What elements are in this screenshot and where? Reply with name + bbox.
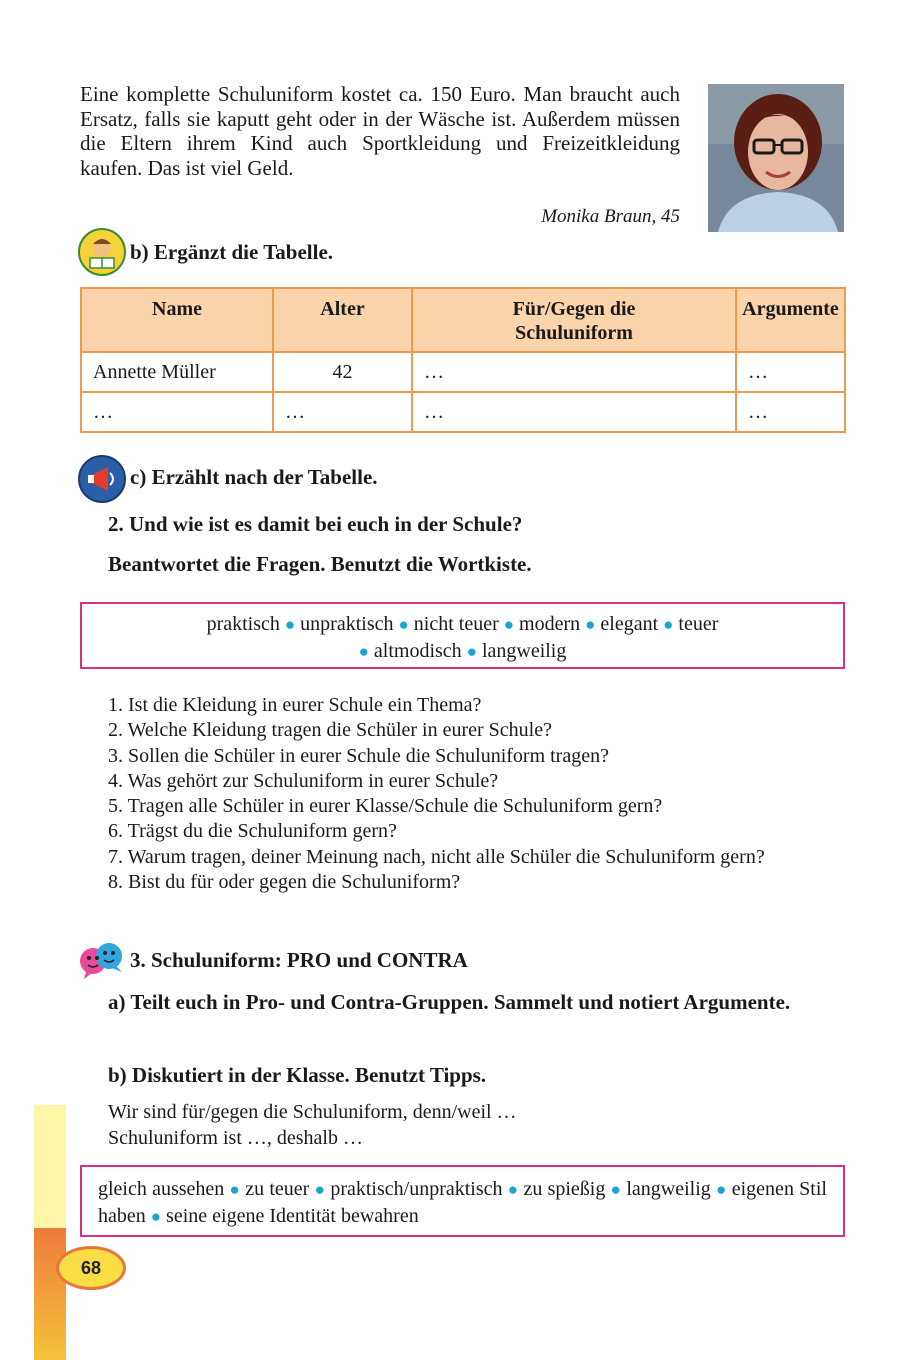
bullet-icon: ●: [150, 1207, 162, 1226]
question-item: 4. Was gehört zur Schuluniform in eurer Schule?: [108, 769, 499, 792]
word-box: [80, 602, 845, 669]
phrase-item: seine eigene Identität bewahren: [166, 1205, 419, 1227]
table-cell: …: [273, 392, 412, 432]
bullet-icon: ●: [507, 1180, 519, 1199]
phrase-item: praktisch/unpraktisch: [330, 1178, 503, 1200]
page-number: 68: [56, 1246, 126, 1290]
bullet-icon: ●: [610, 1180, 622, 1199]
discussion-faces-icon: [78, 940, 126, 980]
word-item: praktisch: [206, 613, 280, 635]
table-cell: …: [412, 352, 736, 392]
megaphone-icon: [78, 455, 126, 503]
word-item: elegant: [600, 613, 659, 635]
page-edge-corner: [34, 1228, 66, 1360]
bullet-icon: ●: [398, 615, 409, 634]
table-cell: Annette Müller: [81, 352, 273, 392]
question-item: 5. Tragen alle Schüler in eurer Klasse/Schule die Schuluniform gern?: [108, 795, 663, 818]
phrase-item: zu teuer: [245, 1178, 310, 1200]
word-item: langweilig: [481, 640, 567, 662]
tip-line: Wir sind für/gegen die Schuluniform, denn/weil …: [108, 1101, 517, 1123]
intro-paragraph: Eine komplette Schuluniform kostet ca. 150 Euro. Man braucht auch Ersatz, falls sie kaputt geht oder in der Wäsche ist. Außerdem müssen die Eltern ihrem Kind auch Sportkleidung und Freizeitkleidung kaufen. Das ist viel Geld.: [80, 82, 680, 180]
column-header-age: Alter: [273, 288, 412, 352]
bullet-icon: ●: [716, 1180, 727, 1199]
word-box-line-1: [82, 611, 843, 638]
question-item: 8. Bist du für oder gegen die Schuluniform?: [108, 871, 461, 894]
phrase-item: gleich aussehen: [98, 1178, 225, 1200]
reading-kid-icon: [78, 228, 126, 276]
bullet-icon: ●: [358, 642, 369, 661]
question-item: 6. Trägst du die Schuluniform gern?: [108, 820, 397, 843]
table-cell: …: [736, 352, 845, 392]
bullet-icon: ●: [663, 615, 674, 634]
phrase-item: eigenen Stil haben: [98, 1178, 827, 1227]
argument-table: [80, 287, 846, 433]
bullet-icon: ●: [503, 615, 515, 634]
word-box-line-2: [82, 638, 843, 665]
bullet-icon: ●: [229, 1180, 241, 1199]
bullet-icon: ●: [466, 642, 477, 661]
word-item: nicht teuer: [413, 613, 499, 635]
table-row: [81, 352, 845, 392]
phrase-item: zu spießig: [523, 1178, 606, 1200]
table-header-row: [81, 288, 845, 352]
task-c-heading: c) Erzählt nach der Tabelle.: [130, 465, 378, 489]
column-header-arguments: Argumente: [736, 288, 845, 352]
table-cell: …: [412, 392, 736, 432]
word-item: altmodisch: [373, 640, 462, 662]
question-item: 1. Ist die Kleidung in eurer Schule ein Thema?: [108, 694, 482, 716]
column-header-name: Name: [81, 288, 273, 352]
word-item: modern: [519, 613, 581, 635]
question-item: 7. Warum tragen, deiner Meinung nach, nicht alle Schüler die Schuluniform gern?: [108, 845, 765, 868]
exercise-2-instruction: Beantwortet die Fragen. Benutzt die Wortkiste.: [108, 552, 532, 576]
exercise-2-title: 2. Und wie ist es damit bei euch in der Schule?: [108, 512, 523, 536]
word-item: unpraktisch: [300, 613, 394, 635]
tips-block: [108, 1100, 517, 1151]
column-header-position: Für/Gegen die Schuluniform: [412, 288, 736, 352]
question-item: 2. Welche Kleidung tragen die Schüler in eurer Schule?: [108, 719, 552, 742]
tip-line: Schuluniform ist …, deshalb …: [108, 1126, 363, 1149]
word-item: teuer: [678, 613, 719, 635]
task-b-heading: b) Ergänzt die Tabelle.: [130, 240, 334, 264]
question-item: 3. Sollen die Schüler in eurer Schule die Schuluniform tragen?: [108, 744, 609, 767]
exercise-3-title: 3. Schuluniform: PRO und CONTRA: [130, 948, 468, 972]
phrase-box: [80, 1165, 845, 1237]
table-cell: …: [736, 392, 845, 432]
bullet-icon: ●: [284, 615, 296, 634]
question-list: [80, 693, 845, 895]
exercise-3-task-a: a) Teilt euch in Pro- und Contra-Gruppen. Sammelt und notiert Argumente.: [108, 990, 791, 1014]
quote-signature: Monika Braun, 45: [541, 206, 680, 227]
table-cell: …: [81, 392, 273, 432]
exercise-3-task-b: b) Diskutiert in der Klasse. Benutzt Tipps.: [108, 1063, 487, 1087]
table-cell: 42: [273, 352, 412, 392]
bullet-icon: ●: [585, 615, 596, 634]
portrait-photo: [708, 84, 844, 232]
bullet-icon: ●: [314, 1180, 326, 1199]
phrase-item: langweilig: [626, 1178, 711, 1200]
table-row: [81, 392, 845, 432]
